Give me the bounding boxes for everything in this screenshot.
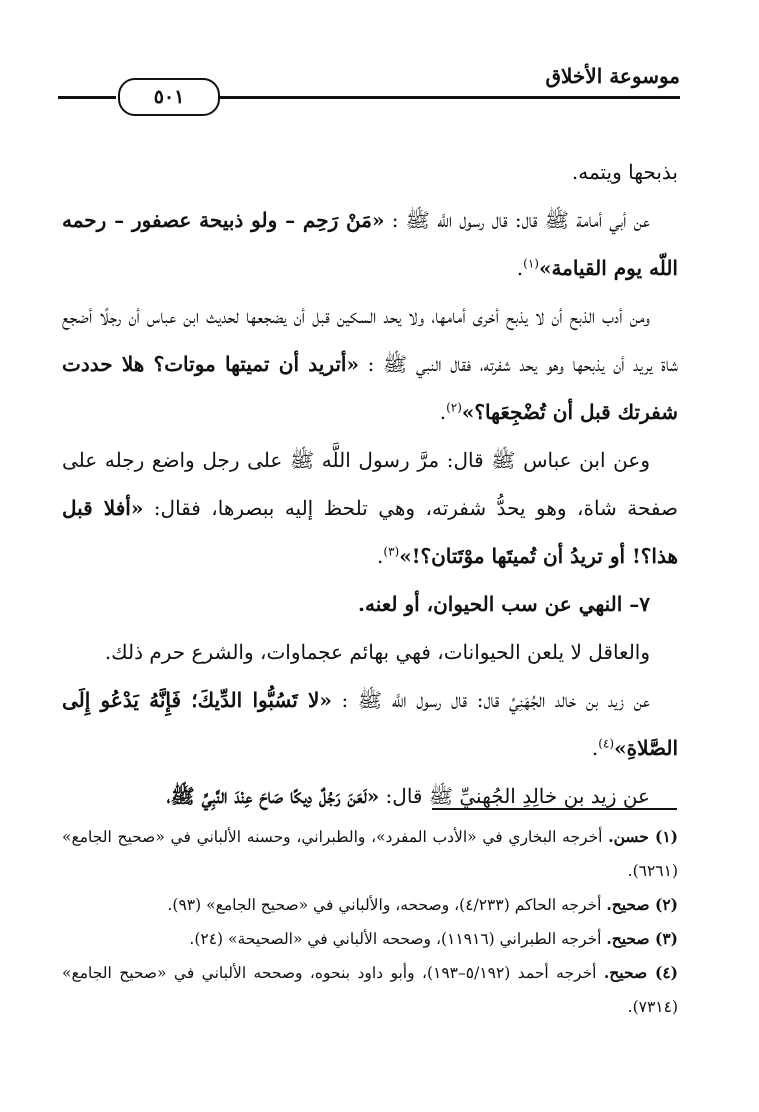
paragraph bbox=[62, 292, 678, 436]
paragraph bbox=[62, 676, 678, 772]
text-span: . bbox=[377, 544, 384, 568]
hadith-quote: «أتريد أن تميتها موتات؟ هلا حددت شفرتك قبل أن تُضْجِعَها؟» bbox=[62, 352, 678, 424]
footnote bbox=[62, 922, 678, 956]
footnote-grade: (٣) صحيح. bbox=[606, 929, 678, 948]
page-header bbox=[58, 60, 680, 110]
footnote-text: أخرجه البخاري في «الأدب المفرد»، والطبراني، وحسنه الألباني في «صحيح الجامع» (٦٢٦١). bbox=[62, 828, 678, 880]
footnote-separator bbox=[432, 808, 677, 810]
footnotes bbox=[62, 820, 678, 1024]
footnote-grade: (٢) صحيح. bbox=[606, 895, 678, 914]
paragraph bbox=[62, 148, 678, 196]
section-heading: ٧– النهي عن سب الحيوان، أو لعنه. bbox=[358, 592, 650, 616]
text-span: . bbox=[591, 736, 599, 760]
footnote bbox=[62, 820, 678, 888]
paragraph bbox=[62, 772, 678, 820]
text-span: عن زيد بن خالِدِ الجُهنيِّ ﷺ قال: bbox=[379, 784, 650, 808]
header-rule-left bbox=[58, 96, 116, 99]
footnote-text: أخرجه أحمد (٥/١٩٢–١٩٣)، وأبو داود بنحوه، وصححه الألباني في «صحيح الجامع» (٧٣١٤). bbox=[62, 964, 678, 1016]
footnote-text: أخرجه الحاكم (٤/٢٣٣)، وصححه، والألباني في «صحيح الجامع» (٩٣). bbox=[167, 896, 607, 914]
page-number: ٥٠١ bbox=[118, 78, 220, 116]
footnote-text: أخرجه الطبراني (١١٩١٦)، وصححه الألباني في «الصحيحة» (٢٤). bbox=[189, 930, 607, 948]
hadith-quote: «أفلا قبل هذا؟! أو تريدُ أن تُميتَها موْتَتان؟!» bbox=[62, 496, 678, 568]
text-span: وعن ابن عباس ﷺ قال: مرَّ رسول اللَّه ﷺ على رجل واضع رجله على صفحة شاة، وهو يحدُّ شفرته، وهي تلحظ إليه ببصرها، فقال: bbox=[62, 448, 678, 520]
header-rule bbox=[218, 96, 680, 99]
text-span: عن زيد بن خالد الجُهَنِيِّ قال: قال رسول اللَّه ﷺ : bbox=[331, 688, 651, 712]
footnote bbox=[62, 956, 678, 1024]
paragraph bbox=[62, 436, 678, 580]
hadith-quote: «لا تَسُبُّوا الدِّيكَ؛ فَإِنَّهُ يَدْعُو إِلَى الصَّلاةِ» bbox=[62, 688, 678, 760]
text-span: ومن أدب الذبح أن لا يذبح أخرى أمامها، ولا يحد السكين قبل أن يضجعها لحديث ابن عباس أن رجلًا أضجع شاة يريد أن يذبحها وهو يحد شفرته، فقال النبي ﷺ : bbox=[62, 304, 678, 376]
main-text bbox=[62, 148, 678, 820]
text-span: . bbox=[439, 400, 447, 424]
hadith-quote: «مَنْ رَحِم – ولو ذبيحة عصفور – رحمه اللّه يوم القيامة» bbox=[62, 208, 678, 280]
running-title: موسوعة الأخلاق bbox=[545, 64, 680, 88]
hadith-quote: «لَعَنَ رَجُلٌ دِيكًا صَاحَ عِنْدَ النَّبِيِّ ﷺ، bbox=[166, 784, 380, 808]
paragraph bbox=[62, 196, 678, 292]
footnote-grade: (٤) صحيح. bbox=[603, 963, 678, 982]
footnote-ref: (٢) bbox=[446, 400, 462, 415]
footnote bbox=[62, 888, 678, 922]
footnote-grade: (١) حسن. bbox=[608, 827, 678, 846]
text-line: بذبحها ويتمه. bbox=[571, 160, 678, 184]
paragraph: والعاقل لا يلعن الحيوانات، فهي بهائم عجماوات، والشرع حرم ذلك. bbox=[104, 640, 650, 664]
text-span: . bbox=[516, 256, 524, 280]
footnote-ref: (١) bbox=[523, 256, 539, 271]
footnote-ref: (٣) bbox=[383, 544, 400, 559]
footnote-ref: (٤) bbox=[598, 736, 615, 751]
text-span: عن أبي أمامة ﷺ قال: قال رسول اللَّه ﷺ : bbox=[384, 208, 650, 232]
